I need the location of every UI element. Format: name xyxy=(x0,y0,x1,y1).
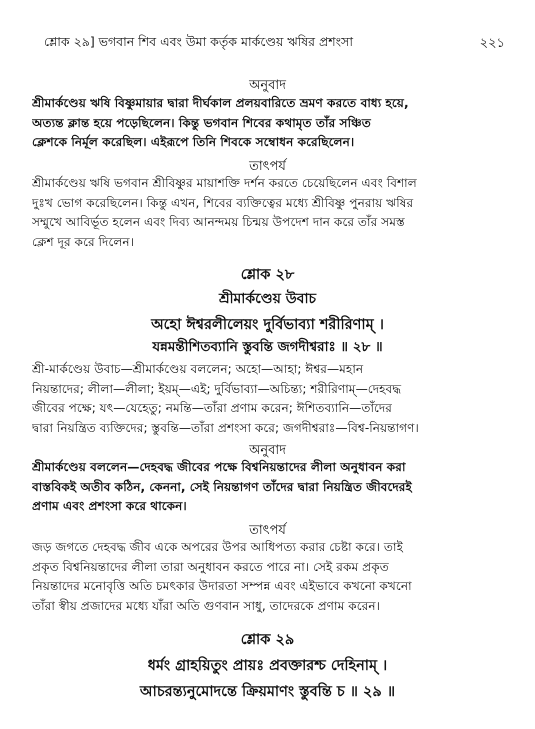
text-line: নিয়ন্তাদের; লীলা—লীলা; ইয়ম্‌—এই; দুর্বিভাব্যা—অচিন্ত্য; শরীরিণাম্‌—দেহবদ্ধ xyxy=(32,381,402,396)
running-title: শ্লোক ২৯] ভগবান শিব এবং উমা কর্তৃক মার্কণ্ডেয় ঋষির প্রশংসা xyxy=(44,34,353,49)
purport-heading: তাৎপর্য xyxy=(249,523,286,538)
text-line: নিয়ন্তাদের মনোবৃত্তি অতি চমৎকার উদারতা সম্পন্ন এবং এইভাবে কখনো কখনো xyxy=(32,579,412,593)
text-line: অত্যন্ত ক্লান্ত হয়ে পড়েছিলেন। কিন্তু ভগবান শিবের কথামৃত তাঁর সঞ্চিত xyxy=(32,115,371,130)
text-line: জড় জগতে দেহবদ্ধ জীব একে অপরের উপর আধিপত্য করার চেষ্টা করে। তাই xyxy=(32,540,403,554)
translation-paragraph xyxy=(32,94,510,153)
text-line: শ্রীমার্কণ্ডেয় ঋষি বিষ্ণুমায়ার দ্বারা দীর্ঘকাল প্রলয়বারিতে ভ্রমণ করতে বাধ্য হয়ে, xyxy=(32,96,409,110)
text-line: ক্লেশ দূর করে দিলেন। xyxy=(32,234,135,249)
text-line: দ্বারা নিয়ন্ত্রিত ব্যক্তিদের; স্তুবন্তি—তাঁরা প্রশংসা করে; জগদীশ্বরাঃ—বিশ্ব-নিয়ন্তাগণ। xyxy=(32,420,419,435)
text-line: জীবের পক্ষে; যৎ—যেহেতু; নমন্তি—তাঁরা প্রণাম করেন; ঈশিতব্যানি—তাঁদের xyxy=(32,401,392,415)
text-line: শ্রীমার্কণ্ডেয় ঋষি ভগবান শ্রীবিষ্ণুর মায়াশক্তি দর্শন করতে চেয়েছিলেন এবং বিশাল xyxy=(32,176,417,190)
verse-line: ধর্মং গ্রাহয়িতুং প্রায়ঃ প্রবক্তারশ্চ দেহিনাম্‌ । xyxy=(147,658,388,674)
purport-paragraph xyxy=(32,174,510,252)
translation-heading: অনুবাদ xyxy=(249,78,286,93)
text-line: তাঁরা স্বীয় প্রজাদের মধ্যে যাঁরা অতি গুণবান সাধু, তাদেরকে প্রণাম করেন। xyxy=(32,598,380,613)
text-line: ক্লেশকে নির্মূল করেছিল। এইরূপে তিনি শিবকে সম্বোধন করেছিলেন। xyxy=(32,135,355,149)
verse-number: শ্লোক ২৯ xyxy=(240,632,295,648)
text-line: সম্মুখে আবির্ভূত হলেন এবং দিব্য আনন্দময় চিন্ময় উপদেশ দান করে তাঁর সমস্ত xyxy=(32,215,405,229)
translation-paragraph xyxy=(32,458,510,517)
translation-heading: অনুবাদ xyxy=(249,443,286,458)
verse-speaker: শ্রীমার্কণ্ডেয় উবাচ xyxy=(218,291,317,307)
purport-paragraph xyxy=(32,538,510,616)
verse-line: অহো ঈশ্বরলীলেয়ং দুর্বিভাব্যা শরীরিণাম্‌ । xyxy=(151,317,384,333)
text-line: দুঃখ ভোগ করেছিলেন। কিন্তু এখন, শিবের ব্যক্তিত্বের মধ্যে শ্রীবিষ্ণু পুনরায় ঋষির xyxy=(32,195,414,210)
running-header xyxy=(44,34,505,54)
verse-line: আচরন্ত্যনুমোদন্তে ক্রিয়মাণং স্তুবন্তি চ ॥ ২৯ ॥ xyxy=(139,684,396,700)
text-line: প্রকৃত বিশ্বনিয়ন্তাদের লীলা তারা অনুধাবন করতে পারে না। সেই রকম প্রকৃত xyxy=(32,559,389,574)
synonyms-paragraph xyxy=(32,360,510,438)
text-line: শ্রীমার্কণ্ডেয় বললেন—দেহবদ্ধ জীবের পক্ষে বিশ্বনিয়ন্তাদের লীলা অনুধাবন করা xyxy=(32,460,406,474)
verse-number: শ্লোক ২৮ xyxy=(240,267,295,283)
text-line: প্রণাম এবং প্রশংসা করে থাকেন। xyxy=(32,499,187,513)
page-number: ২২১ xyxy=(479,36,505,51)
text-line: শ্রী-মার্কণ্ডেয় উবাচ—শ্রীমার্কণ্ডেয় বললেন; অহো—আহা; ঈশ্বর—মহান xyxy=(32,362,364,376)
verse-line: যন্নমন্তীশিতব্যানি স্তুবন্তি জগদীশ্বরাঃ ॥ ২৮ ॥ xyxy=(152,339,383,355)
text-line: বাস্তবিকই অতীব কঠিন, কেননা, সেই নিয়ন্তাগণ তাঁদের দ্বারা নিয়ন্ত্রিত জীবদেরই xyxy=(32,479,412,494)
purport-heading: তাৎপর্য xyxy=(249,159,286,174)
